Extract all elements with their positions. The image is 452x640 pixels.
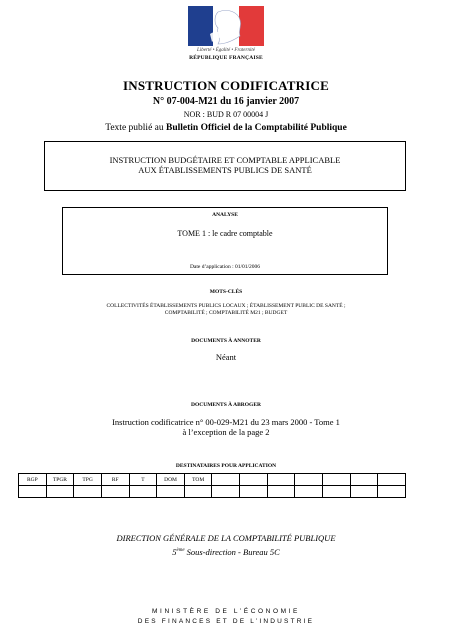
recipient-cell [378, 474, 406, 486]
recipient-cell: DOM [157, 474, 185, 486]
keywords-line-1: COLLECTIVITÉS ÉTABLISSEMENTS PUBLICS LOCAUX ; ÉTABLISSEMENT PUBLIC DE SANTÉ ; [106, 303, 346, 309]
recipient-cell [267, 474, 295, 486]
repeal-heading: DOCUMENTS À ABROGER [191, 402, 261, 408]
republique-francaise-label: RÉPUBLIQUE FRANÇAISE [189, 55, 263, 61]
recipient-cell: TOM [184, 474, 212, 486]
recipients-table [18, 473, 406, 498]
keywords-text [0, 303, 452, 317]
publication-bulletin: Bulletin Officiel de la Comptabilité Publique [166, 123, 347, 133]
analyse-box [62, 207, 388, 275]
ministry-line-1: MINISTÈRE DE L’ÉCONOMIE [152, 608, 300, 615]
recipient-cell [240, 474, 268, 486]
subject-box [44, 141, 406, 191]
recipient-cell: RGP [19, 474, 47, 486]
instruction-number: N° 07-004-M21 du 16 janvier 2007 [152, 96, 300, 107]
application-date: Date d’application : 01/01/2006 [189, 264, 261, 270]
annotate-text: Néant [215, 352, 237, 362]
analyse-heading: ANALYSE [212, 212, 238, 218]
repeal-line-2: à l’exception de la page 2 [182, 427, 270, 437]
keywords-line-2: COMPTABILITÉ ; COMPTABILITÉ M21 ; BUDGET [164, 310, 288, 316]
publication-prefix: Texte publié au [105, 123, 167, 133]
document-title: INSTRUCTION CODIFICATRICE [123, 78, 329, 93]
recipients-empty-row [19, 486, 406, 498]
recipient-cell: T [129, 474, 157, 486]
annotate-heading: DOCUMENTS À ANNOTER [191, 338, 261, 344]
recipient-cell: RF [101, 474, 129, 486]
recipients-header-row [19, 474, 406, 486]
sous-direction-sup: ème [176, 548, 185, 554]
direction-generale: DIRECTION GÉNÉRALE DE LA COMPTABILITÉ PUBLIQUE [116, 533, 336, 543]
recipient-cell [295, 474, 323, 486]
recipient-cell: TPGR [46, 474, 74, 486]
marianne-profile-icon [188, 6, 264, 46]
repeal-text [0, 417, 452, 437]
sous-direction [0, 547, 452, 557]
subject-line-2: AUX ÉTABLISSEMENTS PUBLICS DE SANTÉ [138, 165, 312, 175]
recipient-cell: TPG [74, 474, 102, 486]
nor-reference: NOR : BUD R 07 00004 J [183, 110, 269, 119]
republic-motto: Liberté • Égalité • Fraternité [197, 48, 255, 53]
recipients-heading: DESTINATAIRES POUR APPLICATION [175, 463, 277, 469]
keywords-heading: MOTS-CLÉS [209, 289, 243, 295]
recipient-cell [350, 474, 378, 486]
marianne-logo [188, 6, 264, 64]
tricolor-flag [188, 6, 264, 46]
publication-line [0, 123, 452, 133]
ministry-line-2: DES FINANCES ET DE L’INDUSTRIE [137, 618, 315, 625]
recipient-cell [212, 474, 240, 486]
recipient-cell [323, 474, 351, 486]
repeal-line-1: Instruction codificatrice n° 00-029-M21 du 23 mars 2000 - Tome 1 [112, 417, 340, 427]
analyse-text: TOME 1 : le cadre comptable [177, 229, 273, 238]
sous-direction-number: 5 [172, 547, 177, 557]
sous-direction-rest: Sous-direction - Bureau 5C [184, 547, 280, 557]
subject-line-1: INSTRUCTION BUDGÉTAIRE ET COMPTABLE APPLICABLE [109, 155, 341, 165]
